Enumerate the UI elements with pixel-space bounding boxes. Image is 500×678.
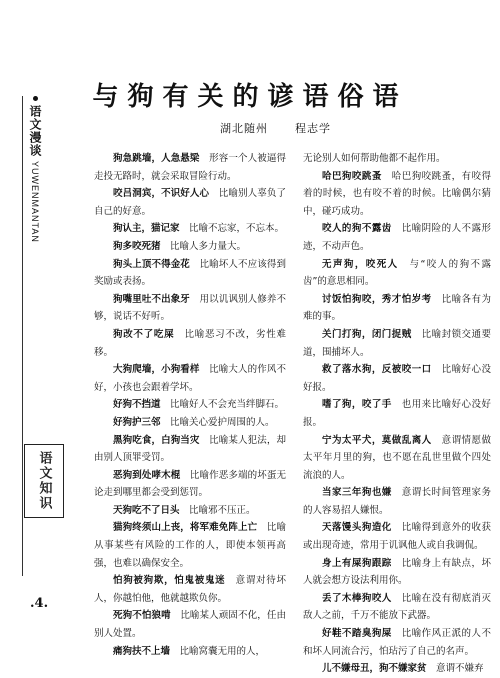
proverb-term: 哈巴狗咬跳蚤 <box>322 170 382 182</box>
proverb-definition: 比喻邪不压正。 <box>179 504 256 516</box>
proverb-definition: 比喻从事某些有风险的工作的人，即使本领再高强，也难以确保安全。 <box>94 522 286 569</box>
proverb-entry <box>303 256 491 291</box>
proverb-entry <box>303 361 491 396</box>
proverb-term: 无声狗，咬死人 <box>322 258 399 270</box>
section-label-cn: 语文漫谈 <box>28 105 42 157</box>
proverb-entry <box>94 396 286 414</box>
proverb-entry <box>94 432 286 467</box>
proverb-term: 好狗不挡道 <box>113 399 161 411</box>
proverb-definition: 比喻人多力量大。 <box>160 240 247 252</box>
proverb-definition: 比喻作风正派的人不和坏人同流合污，怕玷污了自己的名声。 <box>303 628 491 657</box>
proverb-term: 咬人的狗不露齿 <box>322 223 392 235</box>
proverb-entry <box>94 519 286 572</box>
proverb-entry <box>94 220 286 238</box>
proverb-term: 宁为太平犬，莫做乱离人 <box>322 434 432 446</box>
left-column <box>94 150 286 660</box>
proverb-entry <box>303 590 491 625</box>
proverb-definition: 比喻某人顽固不化，任由别人处置。 <box>94 610 286 640</box>
proverb-entry <box>94 607 286 642</box>
proverb-definition: 比喻别人辜负了自己的好意。 <box>94 188 286 217</box>
proverb-term: 痛狗扶不上墙 <box>113 645 171 657</box>
article-title: 与狗有关的谚语俗语 <box>92 82 408 112</box>
proverb-term: 狗改不了吃屎 <box>113 328 175 340</box>
proverb-definition: 比喻不忘家，不忘本。 <box>179 223 285 235</box>
proverb-definition: 比喻好人不会充当绊脚石。 <box>160 399 285 411</box>
proverb-term: 丢了木棒狗咬人 <box>322 592 392 604</box>
proverb-entry <box>303 555 491 590</box>
proverb-entry <box>94 467 286 502</box>
proverb-definition: 比喻坏人不应该得到奖励或表扬。 <box>94 258 286 288</box>
proverb-entry <box>94 502 286 520</box>
proverb-entry <box>303 291 491 326</box>
proverb-entry <box>94 256 286 291</box>
proverb-term: 关门打狗，闭门捉贼 <box>322 328 412 340</box>
proverb-definition: 也用来比喻好心没好报。 <box>303 399 491 428</box>
proverb-term: 好鞋不踏臭狗屎 <box>322 628 392 640</box>
proverb-definition: 比喻在没有彻底消灭敌人之前，千万不能放下武器。 <box>303 592 491 622</box>
right-column <box>303 150 491 678</box>
author-place: 湖北随州 <box>220 122 268 135</box>
proverb-term: 儿不嫌母丑，狗不嫌家贫 <box>322 663 427 675</box>
proverb-definition: 用以讥讽别人修养不够，说话不好听。 <box>94 293 286 323</box>
proverb-entry <box>303 519 491 554</box>
proverb-definition: 意谓不嫌弃 <box>426 663 484 675</box>
proverb-term: 大狗爬墙，小狗看样 <box>113 364 200 376</box>
proverb-term: 狗头上顶不得金花 <box>113 258 190 270</box>
proverb-definition: 比喻某人犯法，却由别人顶罪受罚。 <box>94 434 286 464</box>
column-stamp <box>24 444 64 518</box>
proverb-entry <box>94 643 286 661</box>
proverb-definition: 意谓情愿做太平年月里的狗，也不愿在乱世里做个四处流浪的人。 <box>303 434 491 481</box>
proverb-definition: 比喻阴险的人不露形迹，不动声色。 <box>303 223 491 252</box>
proverb-term: 天落馒头狗造化 <box>322 522 392 534</box>
proverb-definition: 比喻恶习不改，劣性难移。 <box>94 328 286 358</box>
proverb-term: 当家三年狗也嫌 <box>322 487 392 499</box>
author-name: 程志学 <box>294 122 331 135</box>
proverb-term: 怕狗被狗欺，怕鬼被鬼迷 <box>113 575 226 587</box>
proverb-entry <box>94 572 286 607</box>
proverb-definition: 比喻得到意外的收获或出现奇迹，常用于讥讽他人或自我调侃。 <box>303 522 491 552</box>
section-label-en: YUWENMANTAN <box>30 161 40 243</box>
proverb-definition: 比喻大人的作风不好，小孩也会跟着学坏。 <box>94 364 286 393</box>
proverb-entry <box>303 660 491 678</box>
proverb-entry <box>303 168 491 221</box>
proverb-term: 好狗护三邻 <box>113 416 161 428</box>
proverb-entry <box>94 414 286 432</box>
proverb-entry <box>303 484 491 519</box>
proverb-term: 咬吕洞宾，不识好人心 <box>113 188 210 200</box>
proverb-entry <box>303 150 491 168</box>
proverb-entry <box>94 326 286 361</box>
section-label <box>27 96 43 243</box>
proverb-definition: 比喻封锁交通要道，围捕坏人。 <box>303 328 491 358</box>
proverb-definition: 与“咬人的狗不露齿”的意思相同。 <box>303 258 491 288</box>
page-number: .4. <box>30 596 49 611</box>
proverb-term: 天狗吃不了日头 <box>113 504 180 516</box>
proverb-entry <box>94 185 286 220</box>
side-rule <box>22 96 23 576</box>
proverb-definition: 无论别人如何帮助他都不起作用。 <box>303 153 446 164</box>
proverb-term: 嗜了狗，咬了手 <box>322 399 392 411</box>
proverb-definition: 比喻身上有缺点，坏人就会想方设法利用你。 <box>303 557 491 587</box>
proverb-term: 黑狗吃食，白狗当灾 <box>113 434 200 446</box>
proverb-term: 猫狗终须山上丧，将军难免阵上亡 <box>113 522 258 534</box>
proverb-term: 身上有屎狗跟踪 <box>322 557 392 569</box>
proverb-entry <box>94 361 286 396</box>
proverb-definition: 意谓长时间管理家务的人容易招人嫌恨。 <box>303 487 491 516</box>
proverb-term: 狗多咬死猪 <box>113 240 161 252</box>
proverb-term: 狗认主，猫记家 <box>113 223 180 235</box>
proverb-entry <box>94 150 286 185</box>
proverb-entry <box>303 432 491 485</box>
proverb-definition: 意谓对待坏人，你越怕他，他就越欺负你。 <box>94 575 286 604</box>
byline <box>220 120 331 136</box>
proverb-definition: 哈巴狗咬跳蚤，有咬得着的时候，也有咬不着的时候。比喻偶尔猜中，碰巧成功。 <box>303 170 491 217</box>
proverb-definition: 比喻好心没好报。 <box>303 364 491 393</box>
proverb-definition: 形容一个人被逼得走投无路时，就会采取冒险行动。 <box>94 153 286 182</box>
proverb-entry <box>303 625 491 660</box>
proverb-entry <box>303 396 491 431</box>
proverb-term: 狗嘴里吐不出象牙 <box>113 293 190 305</box>
proverb-entry <box>303 326 491 361</box>
proverb-definition: 比喻各有为难的事。 <box>303 293 491 323</box>
proverb-term: 死狗不怕狼啃 <box>113 610 171 622</box>
proverb-definition: 比喻关心爱护周围的人。 <box>160 416 275 428</box>
proverb-term: 讨饭怕狗咬，秀才怕岁考 <box>322 293 432 305</box>
proverb-entry <box>303 220 491 255</box>
proverb-entry <box>94 238 286 256</box>
proverb-term: 狗急跳墙，人急悬梁 <box>113 153 200 164</box>
proverb-definition: 比喻窝囊无用的人， <box>170 645 266 657</box>
proverb-entry <box>94 291 286 326</box>
proverb-term: 救了落水狗，反被咬一口 <box>322 364 432 376</box>
proverb-term: 恶狗到处哮木棍 <box>113 469 181 481</box>
stamp-text: 语文知识 <box>36 451 52 511</box>
proverb-definition: 比喻作恶多端的坏蛋无论走到哪里都会受到惩罚。 <box>94 469 286 499</box>
